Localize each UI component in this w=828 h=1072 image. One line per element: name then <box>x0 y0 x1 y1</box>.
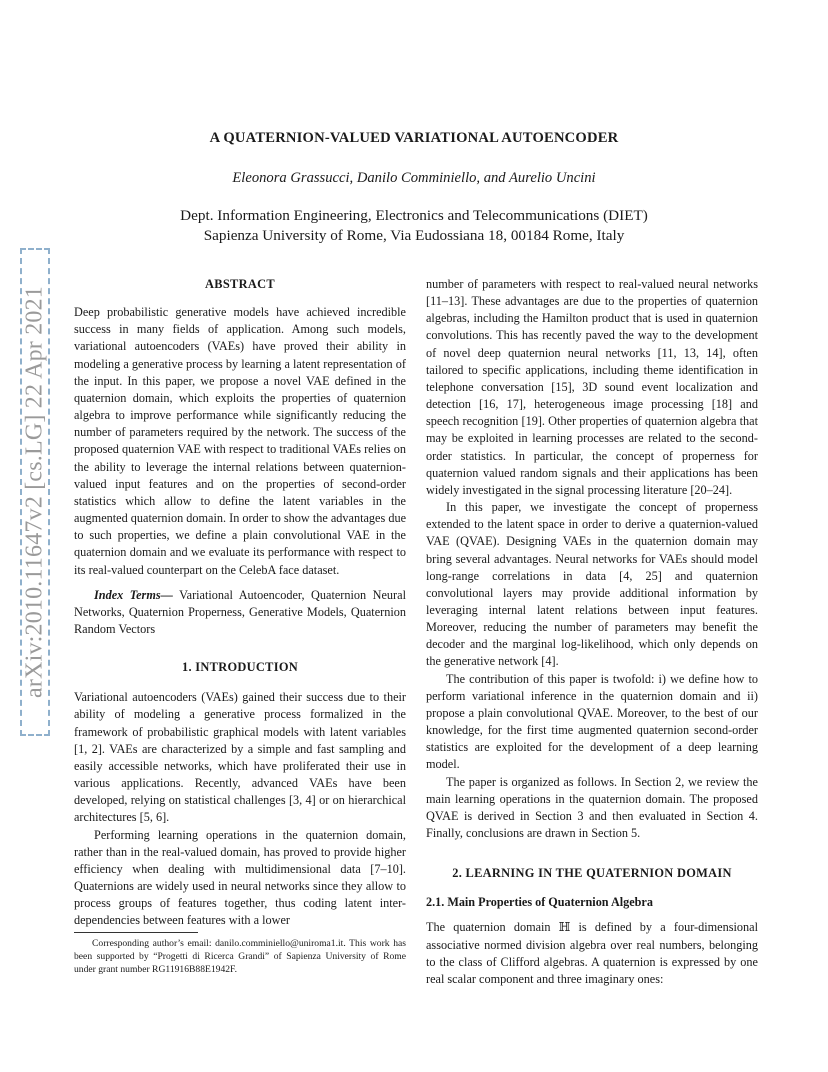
index-terms-text: Variational Autoencoder, Quaternion Neural Networks, Quaternion Properness, Generative Models, Quaternion Random Vectors <box>74 587 406 636</box>
right-paragraph-5: The quaternion domain ℍ is defined by a four-dimensional associative normed division algebra over real numbers, belonging to the class of Clifford algebras. A quaternion is expressed by one real scalar component and three imaginary ones: <box>426 920 758 986</box>
index-terms <box>74 587 406 638</box>
right-column <box>426 276 758 988</box>
subsection-2-1-heading: 2.1. Main Properties of Quaternion Algebra <box>426 895 653 910</box>
intro-paragraph-2: Performing learning operations in the quaternion domain, rather than in the real-valued domain, has proved to provide higher efficiency when dealing with multidimensional data [7–10]. Quaternions are widely used in neural networks since they allow to process groups of features together, thus coding latent inter-dependencies between features with a lower <box>74 827 406 928</box>
right-paragraph-2: In this paper, we investigate the concept of properness extended to the latent space in order to derive a quaternion-valued VAE (QVAE). Designing VAEs in the quaternion domain may bring several advantages. Neural networks for VAEs should model long-range correlations in data [4, 25] and quaternion convolutional layers may provide additional information by leveraging internal latent relations between input features. Moreover, reducing the number of parameters may benefit the decoder and the marginal log-likelihood, which only depends on the generative network [4]. <box>426 500 758 669</box>
intro-paragraph-1: Variational autoencoders (VAEs) gained their success due to their ability of modeling a generative process formalized in the framework of probabilistic graphical models with latent variables [1, 2]. VAEs are characterized by a simple and fast sampling and easily accessible networks, which have proliferated their use in various applications. Recently, advanced VAEs have been developed, relying on statistical challenges [3, 4] or on hierarchical architectures [5, 6]. <box>74 690 406 825</box>
right-paragraph-4: The paper is organized as follows. In Section 2, we review the main learning operations in the quaternion domain. The proposed QVAE is derived in Section 3 and then evaluated in Section 4. Finally, conclusions are drawn in Section 5. <box>426 774 758 840</box>
arxiv-stamp <box>20 248 50 736</box>
intro-heading: 1. INTRODUCTION <box>181 660 299 675</box>
abstract-text: Deep probabilistic generative models have achieved incredible success in many fields of application. Among such models, variational autoencoders (VAEs) have proved their ability in modeling a generative process by learning a latent representation of the input. In this paper, we propose a novel VAE defined in the quaternion domain, which exploits the properties of quaternion algebra to improve performance while significantly reducing the number of parameters required by the network. The success of the proposed quaternion VAE with respect to traditional VAEs relies on the ability to leverage the internal relations between quaternion-valued input features and on the properties of second-order statistics which allow to define the latent variables in the augmented quaternion domain. In order to show the advantages due to such properties, we define a plain convolutional VAE in the quaternion domain and we evaluate its performance with respect to its real-valued counterpart on the CelebA face dataset. <box>74 305 407 577</box>
left-column <box>74 276 406 929</box>
paper-title: A QUATERNION-VALUED VARIATIONAL AUTOENCODER <box>209 130 619 146</box>
footnote-rule <box>74 932 198 933</box>
section-2-heading: 2. LEARNING IN THE QUATERNION DOMAIN <box>452 866 732 881</box>
abstract-heading: ABSTRACT <box>205 277 275 291</box>
affiliation-line-1: Dept. Information Engineering, Electronics and Telecommunications (DIET) <box>180 207 648 224</box>
footnote <box>74 932 406 976</box>
right-paragraph-3: The contribution of this paper is twofold: i) we define how to perform variational inference in the quaternion domain and ii) propose a plain convolutional QVAE. Moreover, to the best of our knowledge, for the first time augmented quaternion second-order statistics are exploited for the development of a deep learning model. <box>426 671 758 772</box>
arxiv-identifier: arXiv:2010.11647v2 [cs.LG] 22 Apr 2021 <box>21 286 48 698</box>
author-list: Eleonora Grassucci, Danilo Comminiello, and Aurelio Uncini <box>232 170 596 186</box>
affiliation <box>0 206 828 246</box>
right-paragraph-1: number of parameters with respect to real-valued neural networks [11–13]. These advantages are due to the properties of quaternion algebras, including the Hamilton product that is used in quaternion convolutions. This has recently paved the way to the development of novel deep quaternion neural networks [11, 13, 14], often tailored to specific applications, including theme identification in telephone conversation [15], 3D sound event localization and detection [16, 17], heterogeneous image processing [18] and speech recognition [19]. Other properties of quaternion algebra that may be exploited in learning processes are related to the second-order statistics. In particular, the concept of properness for quaternion valued random signals and their applications has been widely investigated in the signal processing literature [20–24]. <box>426 277 758 497</box>
affiliation-line-2: Sapienza University of Rome, Via Eudossiana 18, 00184 Rome, Italy <box>203 227 625 244</box>
footnote-text: Corresponding author’s email: danilo.comminiello@uniroma1.it. This work has been supported by “Progetti di Ricerca Grandi” of Sapienza University of Rome under grant number RG11916B88E1942F. <box>74 938 406 975</box>
index-terms-label: Index Terms— <box>94 587 173 602</box>
